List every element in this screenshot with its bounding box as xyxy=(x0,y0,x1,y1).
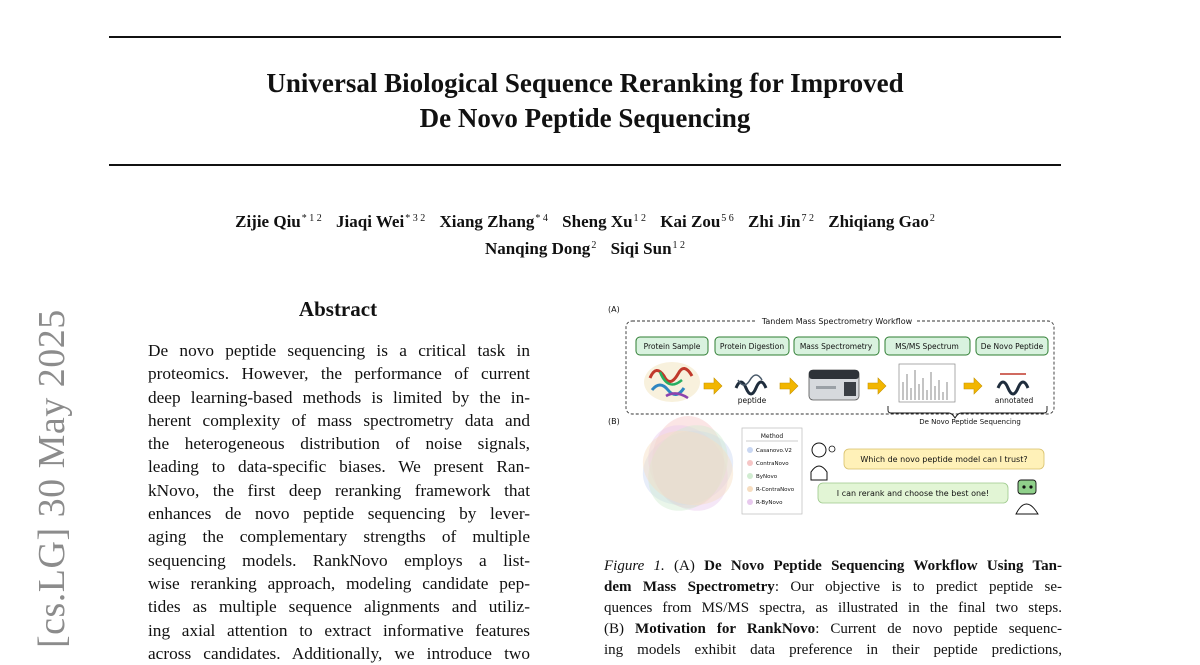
abstract-body xyxy=(148,339,530,665)
arrow-right-icon xyxy=(780,378,798,394)
abstract-line: sequencing models. RankNovo employs a list- xyxy=(148,550,530,570)
bottom-rule xyxy=(109,164,1061,166)
abstract-line: aging the complementary strengths of multiple xyxy=(148,527,530,547)
step-label: Protein Sample xyxy=(643,342,701,351)
author: Zijie Qiu$^{* 1 2}$ xyxy=(235,212,322,231)
question-text: Which de novo peptide model can I trust? xyxy=(860,455,1028,464)
panel-a-label: (A) xyxy=(608,305,620,314)
legend-entry: ByNovo xyxy=(756,474,778,480)
panel-b-label: (B) xyxy=(608,417,620,426)
abstract-line: tides as multiple sequence alignments and utiliz- xyxy=(148,597,530,617)
figure-caption xyxy=(604,556,1062,661)
annotated-peptide-image xyxy=(998,374,1028,394)
author-line-1 xyxy=(109,207,1061,234)
caption-line: quences from MS/MS spectra, as illustrated in the final two steps. xyxy=(604,600,1062,616)
sequencing-bracket xyxy=(888,406,1047,418)
top-rule xyxy=(109,36,1061,38)
venn-legend xyxy=(742,428,802,514)
step-label: MS/MS Spectrum xyxy=(895,342,959,351)
abstract-line: wise reranking approach, modeling candidate pep- xyxy=(148,573,530,593)
author: Siqi Sun$^{1 2}$ xyxy=(610,239,686,258)
workflow-title: Tandem Mass Spectrometry Workflow xyxy=(761,317,913,326)
abstract-line: leading to data-specific biases. We present Ran- xyxy=(148,457,530,477)
msms-spectrum-image xyxy=(899,364,955,402)
author-line-2 xyxy=(109,234,1061,261)
abstract-line: deep learning-based methods is limited by the in- xyxy=(148,387,530,407)
mass-spectrometer-image xyxy=(809,370,859,400)
abstract-heading: Abstract xyxy=(298,297,378,321)
paper-title xyxy=(109,66,1061,136)
abstract-line: proteomics. However, the performance of current xyxy=(148,364,530,384)
step-label: De Novo Peptide xyxy=(980,342,1044,351)
arrow-right-icon xyxy=(704,378,722,394)
abstract-line: across candidates. Additionally, we introduce two xyxy=(148,643,530,663)
legend-swatch xyxy=(747,460,753,466)
arrow-right-icon xyxy=(964,378,982,394)
scientist-icon xyxy=(811,443,835,480)
author: Zhi Jin$^{7 2}$ xyxy=(748,212,814,231)
legend-swatch xyxy=(747,499,753,505)
author: Nanqing Dong$^2$ xyxy=(484,239,597,258)
legend-entry: ContraNovo xyxy=(756,461,789,467)
annotated-label: annotated xyxy=(994,396,1034,405)
caption-line: Figure 1. (A) De Novo Peptide Sequencing Workflow Using Tan- xyxy=(604,558,1062,574)
legend-entry: R-ByNovo xyxy=(756,500,783,506)
title-line-2: De Novo Peptide Sequencing xyxy=(419,103,751,133)
caption-label: Figure 1. xyxy=(604,558,665,574)
figure-1 xyxy=(606,302,1060,522)
peptide-label: peptide xyxy=(737,396,767,405)
workflow-steps xyxy=(636,337,1048,355)
legend-entry: R-ContraNovo xyxy=(756,487,795,493)
abstract-line: kNovo, the first deep reranking framework that xyxy=(148,480,530,500)
author: Zhiqiang Gao$^2$ xyxy=(828,212,935,231)
arxiv-identifier: [cs.LG] 30 May 2025 xyxy=(31,309,73,648)
legend-swatch xyxy=(747,473,753,479)
arrow-right-icon xyxy=(868,378,886,394)
abstract-line: ing axial attention to extract informative features xyxy=(148,620,530,640)
legend-swatch xyxy=(747,447,753,453)
legend-title: Method xyxy=(760,433,784,440)
caption-line: dem Mass Spectrometry: Our objective is to predict peptide se- xyxy=(604,579,1063,595)
abstract-line: De novo peptide sequencing is a critical task in xyxy=(148,341,530,360)
robot-icon xyxy=(1016,480,1038,514)
bracket-label: De Novo Peptide Sequencing xyxy=(919,418,1021,426)
step-label: Protein Digestion xyxy=(719,342,785,351)
author-list xyxy=(109,207,1061,261)
author: Sheng $Xu^{1 2}$ xyxy=(562,212,647,231)
venn-diagram xyxy=(632,410,744,522)
peptide-helix-image xyxy=(736,375,766,394)
legend-swatch xyxy=(747,486,753,492)
author: Xiang Zhang$^{* 4}$ xyxy=(439,212,548,231)
author: Jiaqi Wei$^{* 3 2}$ xyxy=(336,212,426,231)
author: Kai Zou$^{5 6}$ xyxy=(660,212,734,231)
abstract-line: herent complexity of mass spectrometry data and xyxy=(148,410,530,430)
caption-line: ing models exhibit data preference in their peptide predictions, xyxy=(604,642,1062,658)
answer-text: I can rerank and choose the best one! xyxy=(836,489,990,498)
protein-structure-image xyxy=(644,362,700,402)
legend-entry: Casanovo.V2 xyxy=(756,448,792,454)
abstract-line: the heterogeneous distribution of noise signals, xyxy=(148,434,530,454)
abstract-line: enhances de novo peptide sequencing by lever- xyxy=(148,504,530,524)
step-label: Mass Spectrometry xyxy=(799,342,873,351)
caption-line: (B) Motivation for RankNovo: Current de novo peptide sequenc- xyxy=(604,621,1062,637)
title-line-1: Universal Biological Sequence Reranking for Improved xyxy=(266,68,904,98)
